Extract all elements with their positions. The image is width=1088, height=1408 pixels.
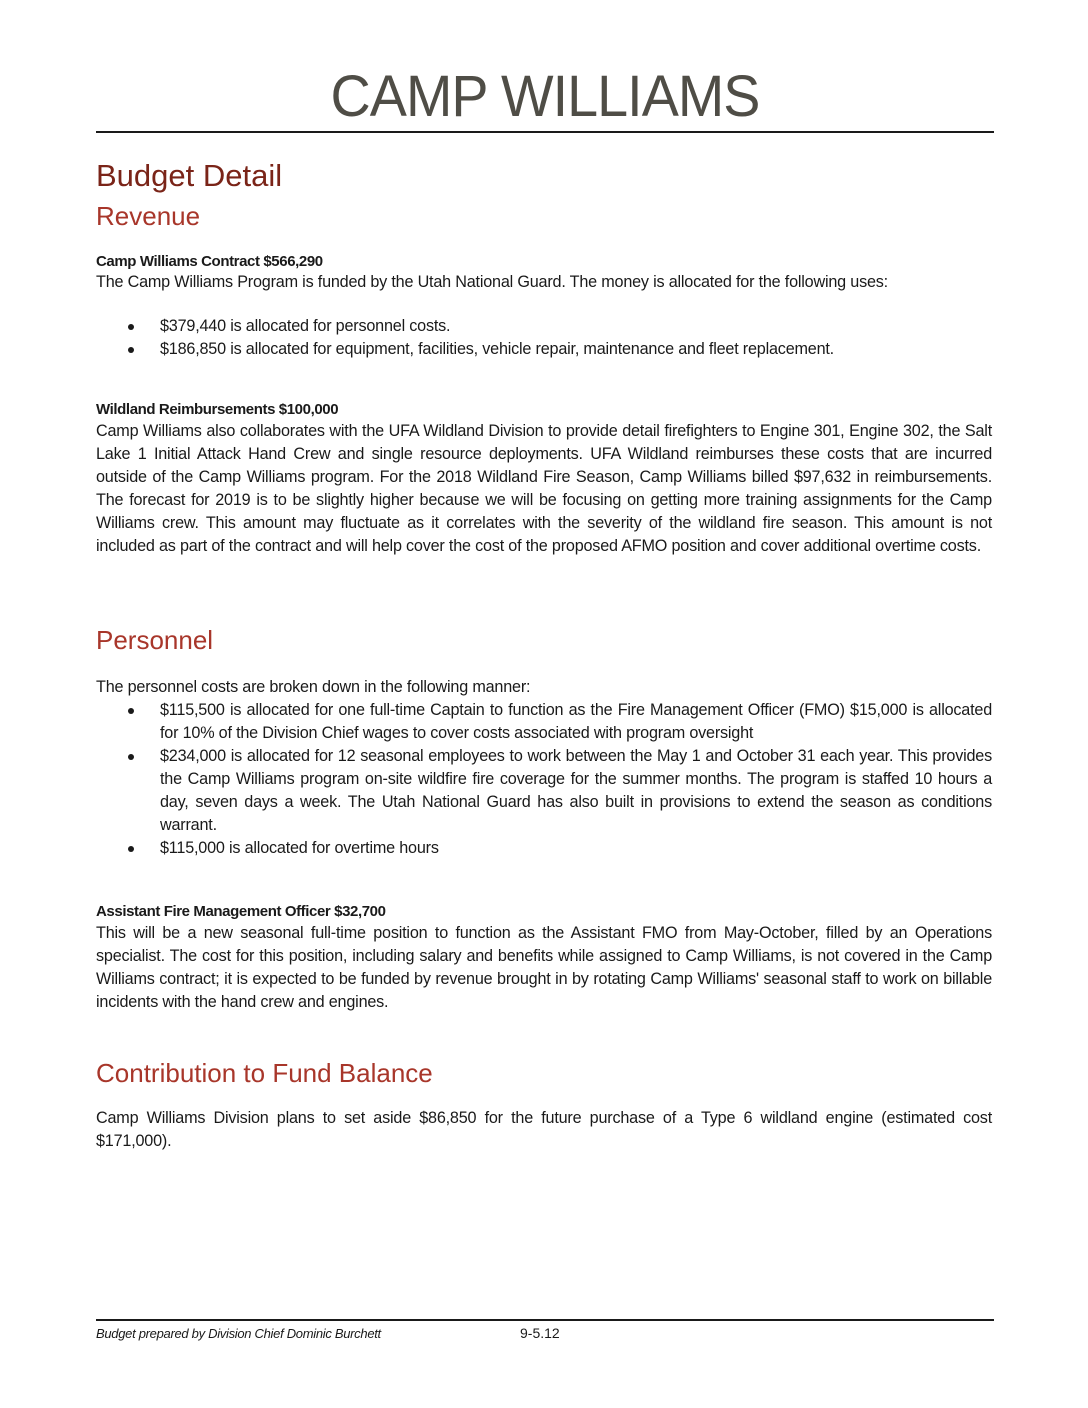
bullet-icon	[128, 708, 134, 714]
bullet-icon	[128, 324, 134, 330]
revenue-heading: Revenue	[96, 201, 201, 231]
footer-prepared-by: Budget prepared by Division Chief Dominic Burchett	[96, 1326, 381, 1341]
afmo-paragraph: This will be a new seasonal full-time position to function as the Assistant FMO from May-October, filled by an Operations specialist. The cost for this position, including salary and benefits while assigned to Camp Williams, is not covered in the Camp Williams contract; it is expected to be funded by revenue brought in by rotating Camp Williams' seasonal staff to work on billable incidents with the hand crew and engines.	[96, 924, 992, 1011]
personnel-bullet-list	[96, 699, 992, 860]
list-item: $234,000 is allocated for 12 seasonal employees to work between the May 1 and October 31 each year. This provides the Camp Williams program on-site wildfire fire coverage for the summer months. The program is staffed 10 hours a day, seven days a week. The Utah National Guard has also built in provisions to extend the season as conditions warrant.	[96, 745, 992, 837]
contract-bullet-list	[96, 315, 992, 361]
list-item: $115,000 is allocated for overtime hours	[96, 837, 992, 860]
page-title: CAMP WILLIAMS	[330, 64, 760, 129]
bullet-icon	[128, 846, 134, 852]
budget-detail-heading: Budget Detail	[96, 158, 283, 193]
afmo-subheading: Assistant Fire Management Officer $32,700	[96, 903, 386, 920]
wildland-subheading: Wildland Reimbursements $100,000	[96, 401, 339, 418]
personnel-heading: Personnel	[96, 625, 214, 655]
fund-balance-paragraph: Camp Williams Division plans to set aside $86,850 for the future purchase of a Type 6 wildland engine (estimated cost $171,000).	[96, 1109, 992, 1150]
bullet-icon	[128, 347, 134, 353]
list-item: $379,440 is allocated for personnel costs.	[96, 315, 992, 338]
footer-divider	[96, 1319, 994, 1321]
page-number: 9-5.12	[520, 1325, 560, 1341]
contract-paragraph: The Camp Williams Program is funded by the Utah National Guard. The money is allocated for the following uses:	[96, 273, 888, 291]
title-divider	[96, 131, 994, 133]
list-item: $115,500 is allocated for one full-time Captain to function as the Fire Management Officer (FMO) $15,000 is allocated for 10% of the Division Chief wages to cover costs associated with program oversight	[96, 699, 992, 745]
fund-balance-heading: Contribution to Fund Balance	[96, 1058, 433, 1088]
contract-subheading: Camp Williams Contract $566,290	[96, 253, 323, 270]
personnel-intro: The personnel costs are broken down in the following manner:	[96, 678, 531, 696]
wildland-paragraph: Camp Williams also collaborates with the UFA Wildland Division to provide detail firefighters to Engine 301, Engine 302, the Salt Lake 1 Initial Attack Hand Crew and single resource deployments. UFA Wildland reimburses these costs that are incurred outside of the Camp Williams program. For the 2018 Wildland Fire Season, Camp Williams billed $97,632 in reimbursements. The forecast for 2019 is to be slightly higher because we will be focusing on getting more training assignments for the Camp Williams crew. This amount may fluctuate as it correlates with the severity of the wildland fire season. This amount is not included as part of the contract and will help cover the cost of the proposed AFMO position and cover additional overtime costs.	[96, 422, 992, 555]
bullet-icon	[128, 754, 134, 760]
list-item: $186,850 is allocated for equipment, facilities, vehicle repair, maintenance and fleet replacement.	[96, 338, 992, 361]
